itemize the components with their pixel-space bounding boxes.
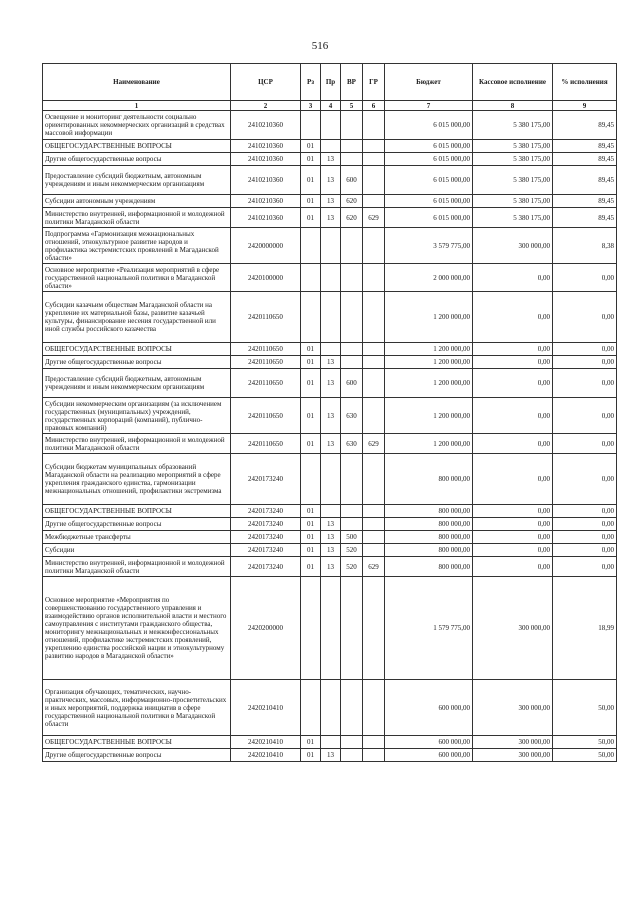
row-pr-cell: 13 (321, 531, 341, 544)
row-budget-cell: 1 200 000,00 (385, 292, 473, 343)
row-budget-cell: 1 200 000,00 (385, 356, 473, 369)
row-pr-cell (321, 140, 341, 153)
row-pr-cell (321, 228, 341, 264)
header-pct: % исполнения (553, 64, 617, 101)
row-vr-cell (341, 111, 363, 140)
header-kassa: Кассовое исполнение (473, 64, 553, 101)
row-pr-cell (321, 680, 341, 736)
column-number: 4 (321, 101, 341, 111)
row-budget-cell: 6 015 000,00 (385, 208, 473, 228)
row-gr-cell (363, 356, 385, 369)
row-budget-cell: 1 200 000,00 (385, 434, 473, 454)
row-name-cell: Министерство внутренней, информационной и молодежной политики Магаданской области (43, 208, 231, 228)
header-budget: Бюджет (385, 64, 473, 101)
row-pct-cell: 0,00 (553, 531, 617, 544)
row-budget-cell: 1 200 000,00 (385, 398, 473, 434)
row-csr-cell: 2420173240 (231, 505, 301, 518)
row-pct-cell: 50,00 (553, 749, 617, 762)
row-name-cell: Другие общегосударственные вопросы (43, 356, 231, 369)
row-name-cell: Основное мероприятие «Реализация мероприятий в сфере государственной национальной политики в Магаданской области» (43, 264, 231, 292)
table-row (43, 264, 617, 292)
table-row (43, 111, 617, 140)
row-csr-cell: 2420173240 (231, 454, 301, 505)
row-rz-cell: 01 (301, 531, 321, 544)
table-row (43, 195, 617, 208)
row-pct-cell: 0,00 (553, 557, 617, 577)
row-pr-cell (321, 264, 341, 292)
row-gr-cell (363, 343, 385, 356)
row-rz-cell: 01 (301, 749, 321, 762)
row-pr-cell: 13 (321, 518, 341, 531)
row-gr-cell (363, 680, 385, 736)
row-budget-cell: 800 000,00 (385, 544, 473, 557)
table-row (43, 680, 617, 736)
row-rz-cell (301, 111, 321, 140)
row-rz-cell: 01 (301, 398, 321, 434)
table-row (43, 153, 617, 166)
row-csr-cell: 2420173240 (231, 557, 301, 577)
table-row (43, 228, 617, 264)
row-gr-cell (363, 505, 385, 518)
row-vr-cell (341, 680, 363, 736)
row-csr-cell: 2410210360 (231, 166, 301, 195)
row-pr-cell: 13 (321, 208, 341, 228)
row-pr-cell (321, 505, 341, 518)
row-budget-cell: 6 015 000,00 (385, 111, 473, 140)
row-budget-cell: 6 015 000,00 (385, 195, 473, 208)
row-pct-cell: 50,00 (553, 680, 617, 736)
row-csr-cell: 2410210360 (231, 153, 301, 166)
row-name-cell: ОБЩЕГОСУДАРСТВЕННЫЕ ВОПРОСЫ (43, 140, 231, 153)
row-budget-cell: 1 200 000,00 (385, 343, 473, 356)
table-row (43, 292, 617, 343)
row-kassa-cell: 300 000,00 (473, 736, 553, 749)
row-pct-cell: 0,00 (553, 434, 617, 454)
row-name-cell: Министерство внутренней, информационной и молодежной политики Магаданской области (43, 434, 231, 454)
row-budget-cell: 800 000,00 (385, 454, 473, 505)
row-rz-cell (301, 454, 321, 505)
row-csr-cell: 2420110650 (231, 398, 301, 434)
column-number: 6 (363, 101, 385, 111)
row-csr-cell: 2420210410 (231, 749, 301, 762)
row-pr-cell: 13 (321, 369, 341, 398)
row-gr-cell (363, 195, 385, 208)
column-number: 5 (341, 101, 363, 111)
row-name-cell: Субсидии казачьим обществам Магаданской области на укрепление их материальной базы, развитие казачьей культуры, финансирование несения государственной или иной службы российского казачества (43, 292, 231, 343)
row-csr-cell: 2420110650 (231, 292, 301, 343)
row-name-cell: Субсидии бюджетам муниципальных образований Магаданской области на реализацию мероприятий в сфере укрепления гражданского единства, гармонизации межнациональных отношений, профилактики экстремизма (43, 454, 231, 505)
row-kassa-cell: 0,00 (473, 398, 553, 434)
row-vr-cell: 600 (341, 369, 363, 398)
row-pct-cell: 0,00 (553, 264, 617, 292)
row-csr-cell: 2420173240 (231, 518, 301, 531)
row-csr-cell: 2420173240 (231, 544, 301, 557)
row-budget-cell: 800 000,00 (385, 531, 473, 544)
row-rz-cell (301, 292, 321, 343)
budget-table (42, 63, 617, 762)
row-gr-cell: 629 (363, 208, 385, 228)
row-kassa-cell: 0,00 (473, 292, 553, 343)
row-csr-cell: 2420210410 (231, 736, 301, 749)
row-budget-cell: 6 015 000,00 (385, 153, 473, 166)
row-vr-cell (341, 749, 363, 762)
row-pr-cell: 13 (321, 557, 341, 577)
column-number: 8 (473, 101, 553, 111)
row-pct-cell: 8,38 (553, 228, 617, 264)
row-pr-cell (321, 292, 341, 343)
row-name-cell: Субсидии автономным учреждениям (43, 195, 231, 208)
row-kassa-cell: 5 380 175,00 (473, 140, 553, 153)
row-csr-cell: 2410210360 (231, 111, 301, 140)
table-row (43, 518, 617, 531)
row-csr-cell: 2420000000 (231, 228, 301, 264)
row-rz-cell: 01 (301, 505, 321, 518)
row-kassa-cell: 0,00 (473, 264, 553, 292)
row-name-cell: Другие общегосударственные вопросы (43, 518, 231, 531)
row-kassa-cell: 300 000,00 (473, 228, 553, 264)
column-number: 1 (43, 101, 231, 111)
row-vr-cell (341, 228, 363, 264)
row-rz-cell: 01 (301, 140, 321, 153)
row-kassa-cell: 0,00 (473, 544, 553, 557)
row-pr-cell: 13 (321, 398, 341, 434)
table-row (43, 557, 617, 577)
row-rz-cell: 01 (301, 195, 321, 208)
row-rz-cell (301, 577, 321, 680)
row-rz-cell (301, 228, 321, 264)
row-gr-cell (363, 166, 385, 195)
row-pct-cell: 89,45 (553, 153, 617, 166)
table-row (43, 434, 617, 454)
table-row (43, 577, 617, 680)
row-pr-cell: 13 (321, 544, 341, 557)
row-vr-cell: 500 (341, 531, 363, 544)
row-pct-cell: 0,00 (553, 544, 617, 557)
header-rz: Рз (301, 64, 321, 101)
row-kassa-cell: 0,00 (473, 369, 553, 398)
row-kassa-cell: 0,00 (473, 518, 553, 531)
row-name-cell: ОБЩЕГОСУДАРСТВЕННЫЕ ВОПРОСЫ (43, 343, 231, 356)
row-name-cell: Субсидии (43, 544, 231, 557)
table-header-row (43, 64, 617, 101)
table-row (43, 208, 617, 228)
row-vr-cell: 620 (341, 195, 363, 208)
row-vr-cell: 600 (341, 166, 363, 195)
row-kassa-cell: 5 380 175,00 (473, 153, 553, 166)
row-rz-cell: 01 (301, 736, 321, 749)
table-row (43, 505, 617, 518)
header-name: Наименование (43, 64, 231, 101)
row-pct-cell: 0,00 (553, 356, 617, 369)
row-gr-cell (363, 153, 385, 166)
row-rz-cell: 01 (301, 557, 321, 577)
row-rz-cell: 01 (301, 544, 321, 557)
row-kassa-cell: 5 380 175,00 (473, 195, 553, 208)
row-vr-cell (341, 292, 363, 343)
row-name-cell: Предоставление субсидий бюджетным, автономным учреждениям и иным некоммерческим организациям (43, 369, 231, 398)
row-vr-cell: 630 (341, 398, 363, 434)
row-csr-cell: 2420100000 (231, 264, 301, 292)
column-number: 3 (301, 101, 321, 111)
row-pct-cell: 0,00 (553, 292, 617, 343)
row-pr-cell (321, 454, 341, 505)
row-gr-cell (363, 544, 385, 557)
row-kassa-cell: 300 000,00 (473, 577, 553, 680)
row-csr-cell: 2420110650 (231, 343, 301, 356)
row-name-cell: Министерство внутренней, информационной и молодежной политики Магаданской области (43, 557, 231, 577)
row-kassa-cell: 5 380 175,00 (473, 208, 553, 228)
row-csr-cell: 2420173240 (231, 531, 301, 544)
row-gr-cell (363, 531, 385, 544)
row-kassa-cell: 5 380 175,00 (473, 166, 553, 195)
row-pct-cell: 0,00 (553, 369, 617, 398)
header-pr: Пр (321, 64, 341, 101)
row-gr-cell (363, 369, 385, 398)
row-pr-cell (321, 343, 341, 356)
row-pct-cell: 89,45 (553, 166, 617, 195)
row-rz-cell: 01 (301, 166, 321, 195)
column-number: 9 (553, 101, 617, 111)
row-csr-cell: 2420110650 (231, 369, 301, 398)
row-budget-cell: 3 579 775,00 (385, 228, 473, 264)
row-vr-cell: 620 (341, 208, 363, 228)
row-pr-cell (321, 577, 341, 680)
row-kassa-cell: 0,00 (473, 505, 553, 518)
row-vr-cell (341, 356, 363, 369)
table-row (43, 140, 617, 153)
row-gr-cell (363, 518, 385, 531)
row-vr-cell: 520 (341, 557, 363, 577)
row-gr-cell (363, 736, 385, 749)
row-gr-cell: 629 (363, 434, 385, 454)
table-row (43, 749, 617, 762)
row-vr-cell (341, 140, 363, 153)
row-kassa-cell: 0,00 (473, 356, 553, 369)
row-pr-cell: 13 (321, 356, 341, 369)
header-gr: ГР (363, 64, 385, 101)
row-name-cell: Предоставление субсидий бюджетным, автономным учреждениям и иным некоммерческим организациям (43, 166, 231, 195)
header-csr: ЦСР (231, 64, 301, 101)
row-pr-cell (321, 736, 341, 749)
row-rz-cell: 01 (301, 208, 321, 228)
row-rz-cell (301, 680, 321, 736)
row-budget-cell: 1 579 775,00 (385, 577, 473, 680)
row-gr-cell (363, 264, 385, 292)
row-rz-cell: 01 (301, 369, 321, 398)
row-vr-cell (341, 736, 363, 749)
row-pct-cell: 0,00 (553, 343, 617, 356)
header-vr: ВР (341, 64, 363, 101)
row-vr-cell (341, 505, 363, 518)
row-csr-cell: 2420200000 (231, 577, 301, 680)
table-row (43, 736, 617, 749)
row-gr-cell (363, 398, 385, 434)
row-kassa-cell: 0,00 (473, 531, 553, 544)
row-name-cell: Освещение и мониторинг деятельности социально ориентированных некоммерческих организаций в средствах массовой информации (43, 111, 231, 140)
column-number: 7 (385, 101, 473, 111)
row-csr-cell: 2410210360 (231, 195, 301, 208)
row-name-cell: Подпрограмма «Гармонизация межнациональных отношений, этнокультурное развитие народов и профилактика экстремистских проявлений в Магаданской области» (43, 228, 231, 264)
row-vr-cell (341, 153, 363, 166)
row-gr-cell (363, 111, 385, 140)
row-pct-cell: 18,99 (553, 577, 617, 680)
row-pct-cell: 50,00 (553, 736, 617, 749)
row-kassa-cell: 300 000,00 (473, 749, 553, 762)
table-row (43, 398, 617, 434)
row-csr-cell: 2420110650 (231, 356, 301, 369)
row-budget-cell: 800 000,00 (385, 557, 473, 577)
row-csr-cell: 2410210360 (231, 208, 301, 228)
row-rz-cell: 01 (301, 434, 321, 454)
row-budget-cell: 6 015 000,00 (385, 166, 473, 195)
row-pct-cell: 0,00 (553, 398, 617, 434)
row-name-cell: Субсидии некоммерческим организациям (за исключением государственных (муниципальных) учреждений, государственных корпораций (компаний), публично-правовых компаний) (43, 398, 231, 434)
row-name-cell: Другие общегосударственные вопросы (43, 153, 231, 166)
row-gr-cell (363, 228, 385, 264)
column-number: 2 (231, 101, 301, 111)
row-budget-cell: 600 000,00 (385, 749, 473, 762)
row-gr-cell (363, 749, 385, 762)
row-budget-cell: 2 000 000,00 (385, 264, 473, 292)
table-row (43, 166, 617, 195)
row-name-cell: Другие общегосударственные вопросы (43, 749, 231, 762)
row-budget-cell: 600 000,00 (385, 736, 473, 749)
row-pct-cell: 0,00 (553, 518, 617, 531)
row-pr-cell: 13 (321, 153, 341, 166)
row-pct-cell: 89,45 (553, 195, 617, 208)
row-kassa-cell: 0,00 (473, 343, 553, 356)
page-number: 516 (311, 40, 329, 52)
row-budget-cell: 800 000,00 (385, 518, 473, 531)
row-rz-cell: 01 (301, 518, 321, 531)
row-vr-cell (341, 454, 363, 505)
row-gr-cell (363, 454, 385, 505)
row-vr-cell: 520 (341, 544, 363, 557)
row-vr-cell (341, 577, 363, 680)
row-budget-cell: 800 000,00 (385, 505, 473, 518)
row-kassa-cell: 0,00 (473, 454, 553, 505)
row-vr-cell (341, 343, 363, 356)
row-pct-cell: 89,45 (553, 208, 617, 228)
row-pr-cell (321, 111, 341, 140)
row-kassa-cell: 5 380 175,00 (473, 111, 553, 140)
row-pct-cell: 89,45 (553, 111, 617, 140)
table-row (43, 531, 617, 544)
row-kassa-cell: 0,00 (473, 557, 553, 577)
row-gr-cell: 629 (363, 557, 385, 577)
row-csr-cell: 2420210410 (231, 680, 301, 736)
row-pct-cell: 0,00 (553, 454, 617, 505)
row-gr-cell (363, 292, 385, 343)
row-kassa-cell: 300 000,00 (473, 680, 553, 736)
row-pct-cell: 89,45 (553, 140, 617, 153)
table-row (43, 356, 617, 369)
column-number-row (43, 101, 617, 111)
row-pr-cell: 13 (321, 434, 341, 454)
row-gr-cell (363, 140, 385, 153)
row-name-cell: Основное мероприятие «Мероприятия по совершенствованию государственного управления и взаимодействию органов исполнительной власти и местного самоуправления с институтами гражданского общества, мониторингу межнациональных и межконфессиональных отношений, профилактике экстремистских проявлений, укреплению единства российской нации и этнокультурному развитию народов в Магаданской области» (43, 577, 231, 680)
table-row (43, 544, 617, 557)
row-name-cell: ОБЩЕГОСУДАРСТВЕННЫЕ ВОПРОСЫ (43, 505, 231, 518)
row-name-cell: ОБЩЕГОСУДАРСТВЕННЫЕ ВОПРОСЫ (43, 736, 231, 749)
table-row (43, 369, 617, 398)
row-vr-cell (341, 264, 363, 292)
row-name-cell: Организация обучающих, тематических, научно-практических, массовых, информационно-просветительских и иных мероприятий, поддержка инициатив в сфере государственной национальной политики в Магаданской области (43, 680, 231, 736)
row-rz-cell: 01 (301, 153, 321, 166)
row-gr-cell (363, 577, 385, 680)
row-budget-cell: 600 000,00 (385, 680, 473, 736)
row-csr-cell: 2410210360 (231, 140, 301, 153)
row-name-cell: Межбюджетные трансферты (43, 531, 231, 544)
row-csr-cell: 2420110650 (231, 434, 301, 454)
row-budget-cell: 1 200 000,00 (385, 369, 473, 398)
row-budget-cell: 6 015 000,00 (385, 140, 473, 153)
table-row (43, 343, 617, 356)
row-rz-cell: 01 (301, 343, 321, 356)
row-pr-cell: 13 (321, 749, 341, 762)
table-row (43, 454, 617, 505)
row-kassa-cell: 0,00 (473, 434, 553, 454)
row-vr-cell (341, 518, 363, 531)
row-pr-cell: 13 (321, 166, 341, 195)
row-pct-cell: 0,00 (553, 505, 617, 518)
row-pr-cell: 13 (321, 195, 341, 208)
row-vr-cell: 630 (341, 434, 363, 454)
row-rz-cell: 01 (301, 356, 321, 369)
row-rz-cell (301, 264, 321, 292)
